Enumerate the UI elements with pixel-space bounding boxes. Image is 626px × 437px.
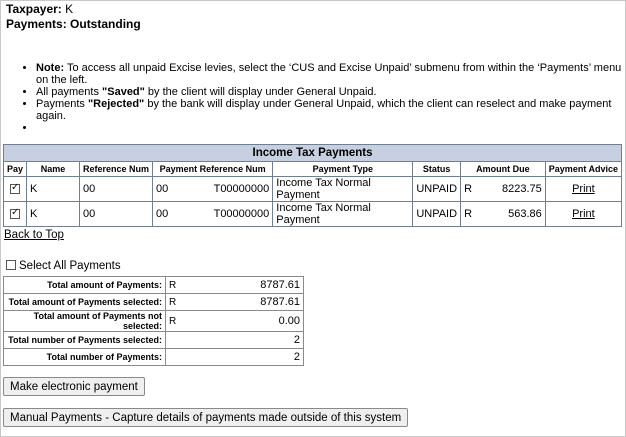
reference-num-cell: 00 xyxy=(79,202,152,227)
note-bold: Note: xyxy=(36,62,65,74)
total-currency: R xyxy=(166,311,181,332)
col-amount-due: Amount Due xyxy=(461,162,546,177)
total-label: Total amount of Payments: xyxy=(4,277,166,294)
currency-symbol: R xyxy=(464,183,473,195)
payment-ref-b-cell: T00000000 xyxy=(202,177,272,202)
select-all-label: Select All Payments xyxy=(19,260,121,272)
note-bold: "Saved" xyxy=(102,86,145,98)
note-item xyxy=(36,86,626,98)
total-value: 8787.61 xyxy=(180,277,304,294)
col-status: Status xyxy=(413,162,461,177)
amount-due-cell xyxy=(461,202,546,227)
name-cell: K xyxy=(27,202,80,227)
table-caption: Income Tax Payments xyxy=(4,145,622,162)
note-bold: "Rejected" xyxy=(87,98,145,110)
payment-advice-cell xyxy=(545,202,621,227)
name-cell: K xyxy=(27,177,80,202)
note-item-empty xyxy=(36,122,626,134)
col-pay: Pay xyxy=(4,162,27,177)
total-label: Total amount of Payments selected: xyxy=(4,294,166,311)
taxpayer-value: K xyxy=(61,2,74,16)
payment-type-cell: Income Tax Normal Payment xyxy=(273,177,413,202)
totals-row xyxy=(4,349,304,366)
pay-checkbox[interactable] xyxy=(10,184,20,194)
table-row xyxy=(4,177,622,202)
payment-advice-cell xyxy=(545,177,621,202)
total-currency: R xyxy=(166,277,181,294)
total-label: Total amount of Payments not selected: xyxy=(4,311,166,332)
notes-list xyxy=(22,62,626,134)
total-value: 8787.61 xyxy=(180,294,304,311)
table-row xyxy=(4,202,622,227)
currency-symbol: R xyxy=(464,208,473,220)
print-link[interactable]: Print xyxy=(572,208,595,220)
make-electronic-payment-button[interactable]: Make electronic payment xyxy=(3,377,145,396)
total-label: Total number of Payments: xyxy=(4,349,166,366)
select-all-row xyxy=(6,260,121,272)
taxpayer-label: Taxpayer: xyxy=(6,2,62,16)
totals-row xyxy=(4,311,304,332)
col-payment-type: Payment Type xyxy=(273,162,413,177)
note-item xyxy=(36,62,626,86)
col-payment-reference-num: Payment Reference Num xyxy=(152,162,272,177)
note-text: by the client will display under General Unpaid. xyxy=(144,86,377,98)
note-text: by the bank will display under General Unpaid, which the client can reselect and make payment again. xyxy=(36,98,612,122)
total-value: 0.00 xyxy=(180,311,304,332)
payment-ref-b-cell: T00000000 xyxy=(202,202,272,227)
note-item xyxy=(36,98,626,122)
back-to-top-link[interactable]: Back to Top xyxy=(4,229,64,241)
payment-ref-a-cell: 00 xyxy=(152,177,202,202)
total-label: Total number of Payments selected: xyxy=(4,332,166,349)
col-name: Name xyxy=(27,162,80,177)
amount-value: 563.86 xyxy=(508,208,542,220)
pay-checkbox[interactable] xyxy=(10,209,20,219)
totals-row xyxy=(4,277,304,294)
select-all-checkbox[interactable] xyxy=(6,260,16,270)
total-value: 2 xyxy=(166,349,304,366)
status-cell: UNPAID xyxy=(413,202,461,227)
col-payment-advice: Payment Advice xyxy=(545,162,621,177)
pay-cell xyxy=(4,202,27,227)
payment-type-cell: Income Tax Normal Payment xyxy=(273,202,413,227)
total-currency: R xyxy=(166,294,181,311)
total-value: 2 xyxy=(166,332,304,349)
totals-table xyxy=(3,276,304,366)
table-header-row xyxy=(4,162,622,177)
print-link[interactable]: Print xyxy=(572,183,595,195)
status-cell: UNPAID xyxy=(413,177,461,202)
note-prefix: Payments xyxy=(36,98,88,110)
note-prefix: All payments xyxy=(36,86,103,98)
amount-value: 8223.75 xyxy=(502,183,542,195)
totals-row xyxy=(4,332,304,349)
note-text: To access all unpaid Excise levies, select the ‘CUS and Excise Unpaid’ submenu from within the ‘Payments’ menu on the left. xyxy=(36,62,622,86)
pay-cell xyxy=(4,177,27,202)
reference-num-cell: 00 xyxy=(79,177,152,202)
totals-row xyxy=(4,294,304,311)
page-title: Payments: Outstanding xyxy=(6,17,141,31)
taxpayer-line xyxy=(6,2,73,16)
col-reference-num: Reference Num xyxy=(79,162,152,177)
income-tax-payments-table xyxy=(3,144,622,227)
amount-due-cell xyxy=(461,177,546,202)
manual-payments-button[interactable]: Manual Payments - Capture details of payments made outside of this system xyxy=(3,408,408,427)
payment-ref-a-cell: 00 xyxy=(152,202,202,227)
